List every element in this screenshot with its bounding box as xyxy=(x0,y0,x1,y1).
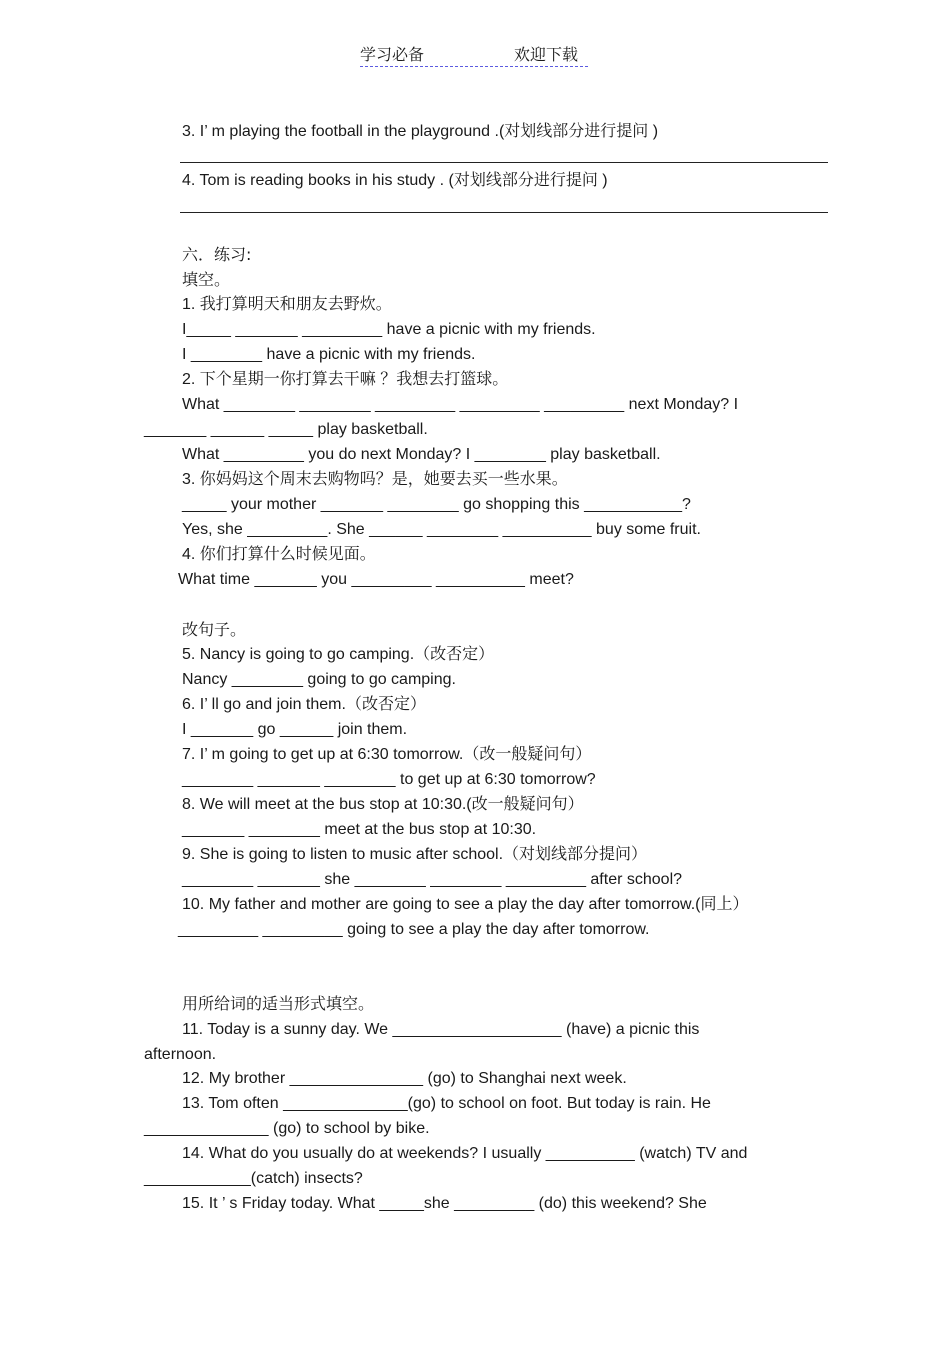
item-5-prompt: 5. Nancy is going to go camping.（改否定） xyxy=(182,646,495,663)
item-1-line-a: I_____ _______ _________ have a picnic with my friends. xyxy=(182,321,596,338)
fill-heading: 填空。 xyxy=(182,270,231,289)
item-9-answer: ________ _______ she ________ ________ _________ after school? xyxy=(182,871,683,888)
item-10-prompt: 10. My father and mother are going to see a play the day after tomorrow.(同上） xyxy=(182,896,749,913)
item-13-line-b: ______________ (go) to school by bike. xyxy=(144,1120,430,1137)
item-14-line-a: 14. What do you usually do at weekends? I usually __________ (watch) TV and xyxy=(182,1145,748,1162)
item-3-prompt: 3. 你妈妈这个周末去购物吗？是，她要去买一些水果。 xyxy=(182,471,568,488)
item-4-line-a: What time _______ you _________ __________ meet? xyxy=(178,571,574,588)
header-left-text: 学习必备 xyxy=(360,45,425,64)
item-4-prompt: 4. 你们打算什么时候见面。 xyxy=(182,546,376,563)
rewrite-heading: 改句子。 xyxy=(182,620,247,639)
question-4: 4. Tom is reading books in his study . (对划线部分进行提问 ) xyxy=(182,172,608,189)
item-10-answer: _________ _________ going to see a play the day after tomorrow. xyxy=(178,921,650,938)
item-6-answer: I _______ go ______ join them. xyxy=(182,721,408,738)
item-14-line-b: ____________(catch) insects? xyxy=(144,1170,363,1187)
item-9-prompt: 9. She is going to listen to music after school.（对划线部分提问） xyxy=(182,846,648,863)
item-1-line-b: I ________ have a picnic with my friends. xyxy=(182,346,476,363)
item-3-line-b: Yes, she _________. She ______ ________ __________ buy some fruit. xyxy=(182,521,701,538)
item-6-prompt: 6. I’ ll go and join them.（改否定） xyxy=(182,696,426,713)
item-7-answer: ________ _______ ________ to get up at 6:30 tomorrow? xyxy=(182,771,596,788)
item-2-prompt: 2. 下个星期一你打算去干嘛 ？我想去打篮球。 xyxy=(182,371,509,388)
item-2-line-b: _______ ______ _____ play basketball. xyxy=(144,421,428,438)
page-header xyxy=(360,42,588,67)
item-7-prompt: 7. I’ m going to get up at 6:30 tomorrow.（改一般疑问句） xyxy=(182,746,592,763)
question-3: 3. I’ m playing the football in the playground .(对划线部分进行提问 ) xyxy=(182,123,659,140)
item-5-answer: Nancy ________ going to go camping. xyxy=(182,671,456,688)
item-2-line-c: What _________ you do next Monday? I ________ play basketball. xyxy=(182,446,661,463)
item-3-line-a: _____ your mother _______ ________ go shopping this ___________? xyxy=(182,496,691,513)
item-2-line-a: What ________ ________ _________ _________ _________ next Monday? I xyxy=(182,396,739,413)
section-6-heading: 六．练习: xyxy=(182,245,252,264)
forms-heading: 用所给词的适当形式填空。 xyxy=(182,994,375,1013)
answer-line-3 xyxy=(180,162,828,163)
item-12: 12. My brother _______________ (go) to Shanghai next week. xyxy=(182,1070,627,1087)
item-15: 15. It ’ s Friday today. What _____she _________ (do) this weekend? She xyxy=(182,1195,707,1212)
item-11-line-a: 11. Today is a sunny day. We ___________________ (have) a picnic this xyxy=(182,1021,700,1038)
item-8-prompt: 8. We will meet at the bus stop at 10:30.(改一般疑问句） xyxy=(182,796,584,813)
header-right-text: 欢迎下载 xyxy=(514,45,579,64)
item-8-answer: _______ ________ meet at the bus stop at 10:30. xyxy=(182,821,537,838)
item-11-line-b: afternoon. xyxy=(144,1046,217,1063)
answer-line-4 xyxy=(180,212,828,213)
item-13-line-a: 13. Tom often ______________(go) to school on foot. But today is rain. He xyxy=(182,1095,711,1112)
item-1-prompt: 1. 我打算明天和朋友去野炊。 xyxy=(182,296,392,313)
